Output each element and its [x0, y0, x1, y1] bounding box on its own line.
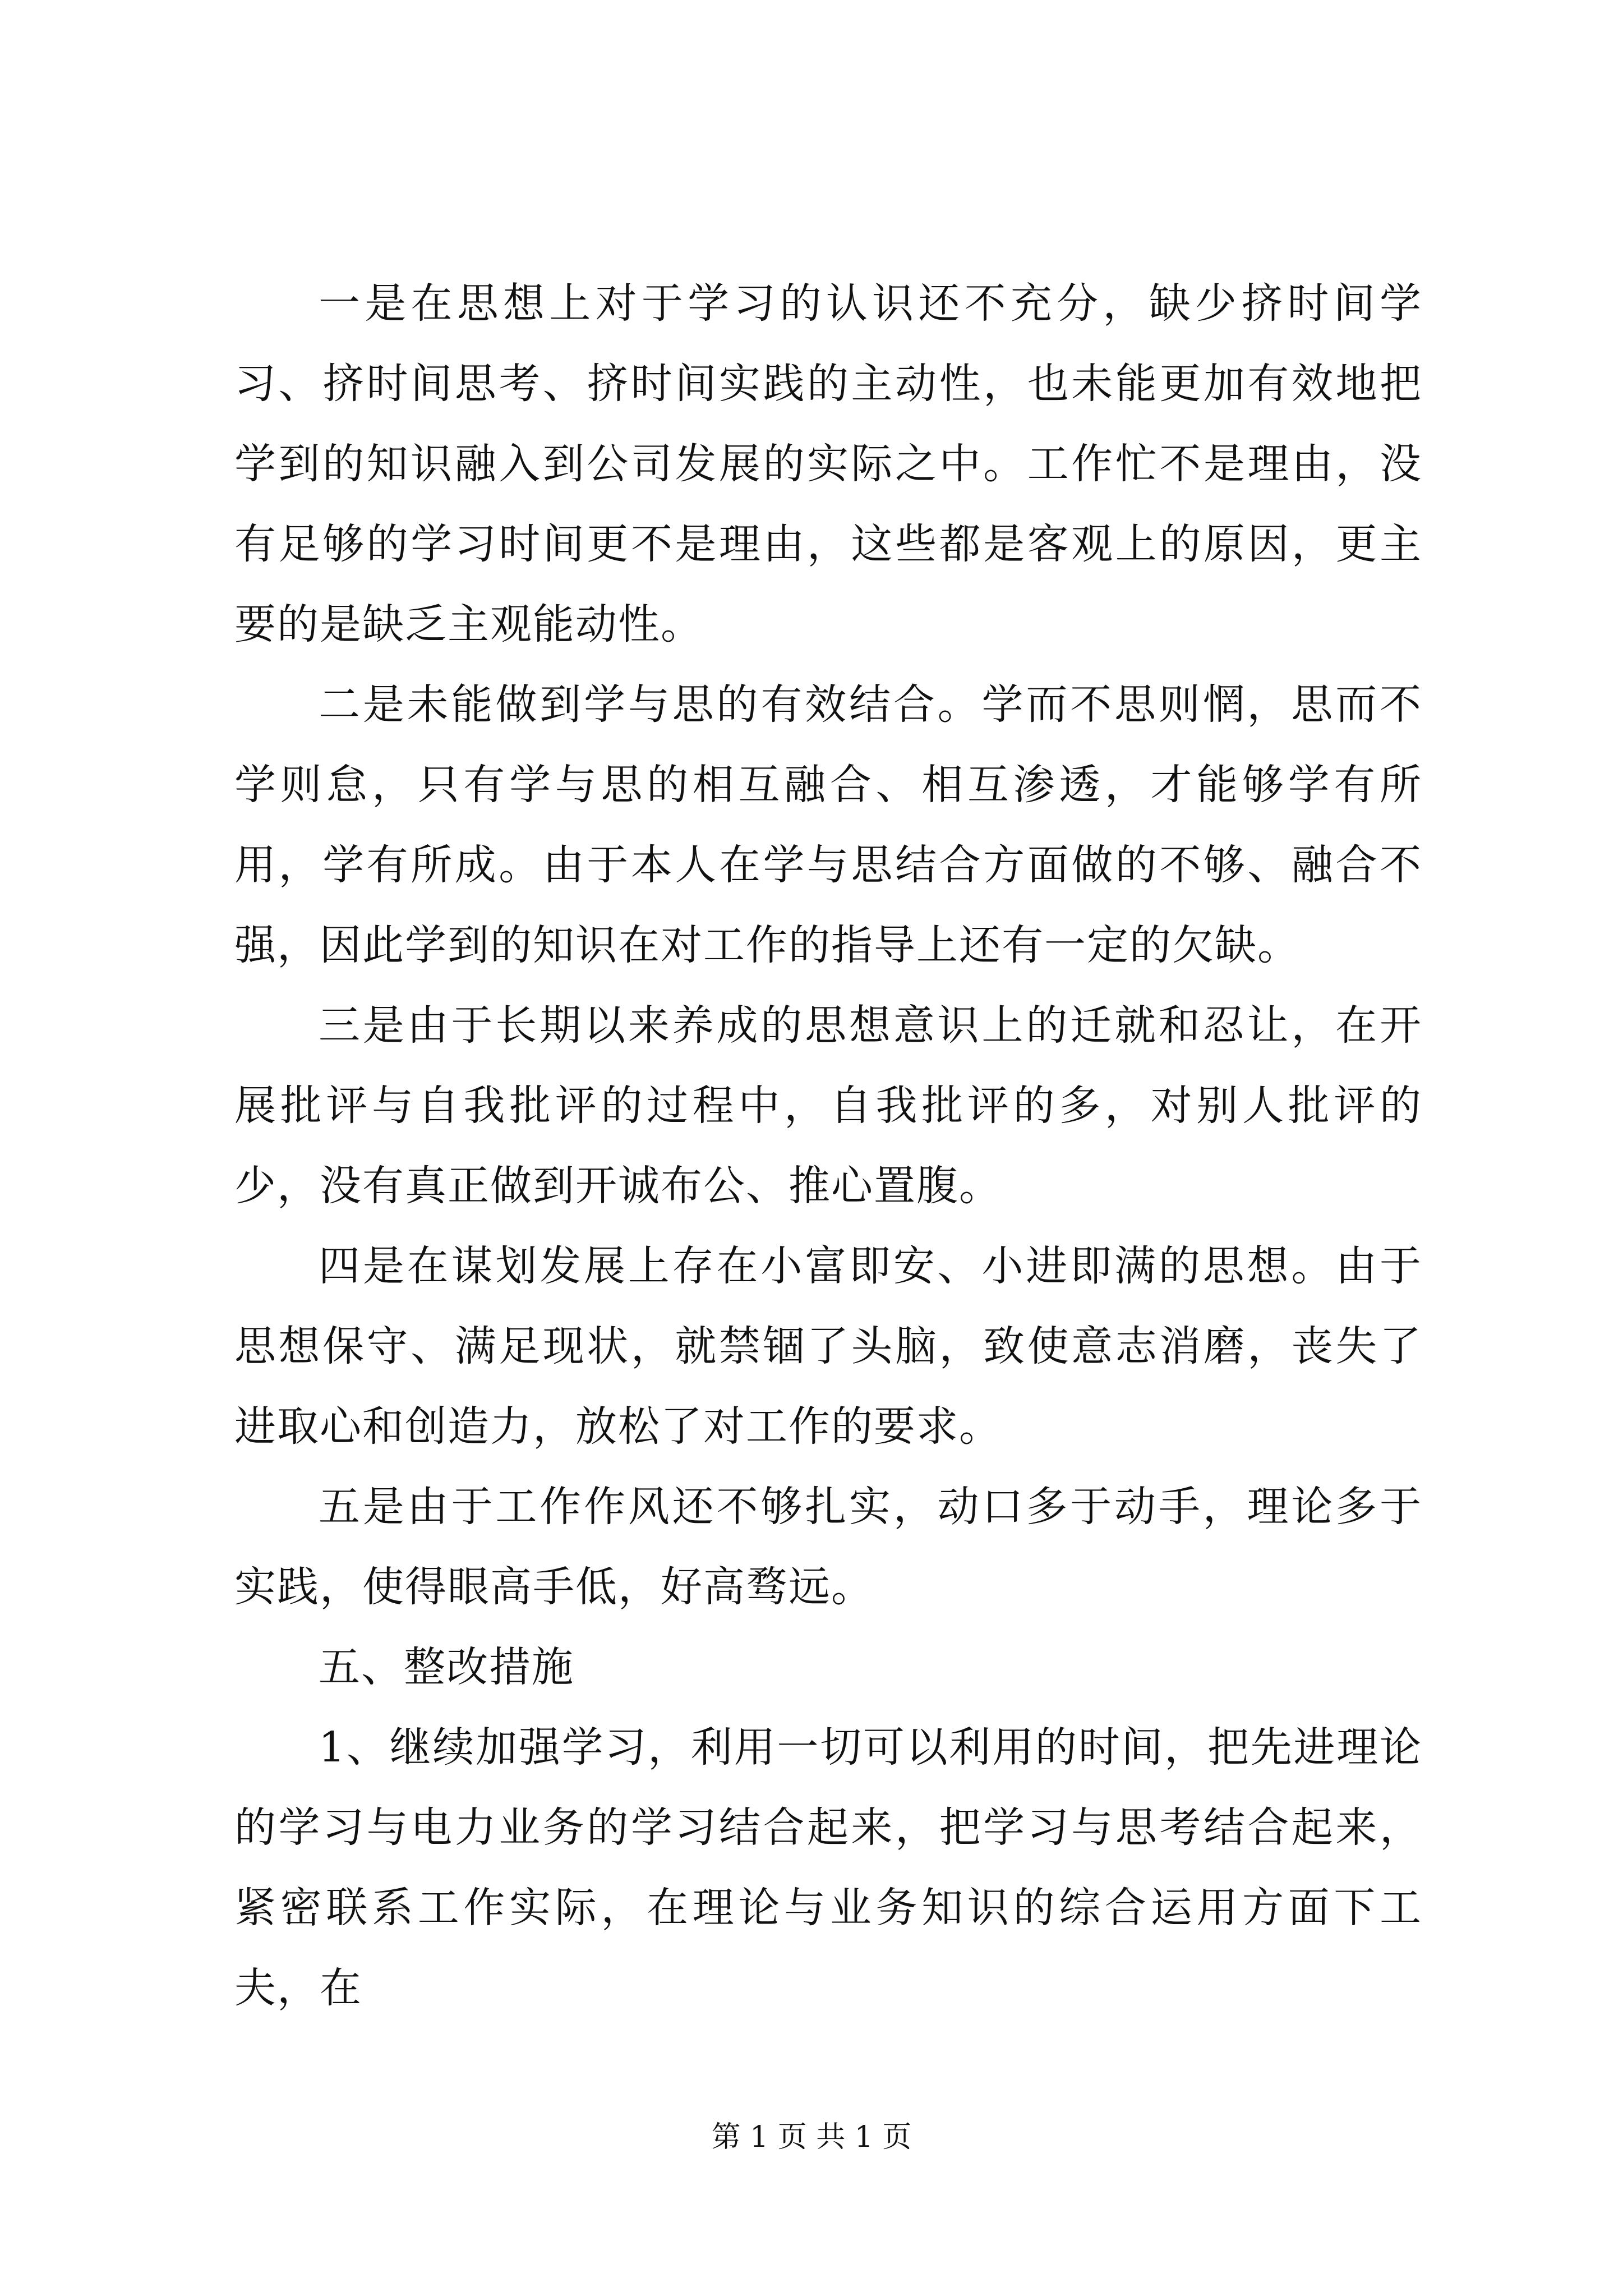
paragraph-4: 四是在谋划发展上存在小富即安、小进即满的思想。由于思想保守、满足现状，就禁锢了头脑，致使意志消磨，丧失了进取心和创造力，放松了对工作的要求。 [234, 1242, 1422, 1451]
paragraph-1: 一是在思想上对于学习的认识还不充分，缺少挤时间学习、挤时间思考、挤时间实践的主动性，也未能更加有效地把学到的知识融入到公司发展的实际之中。工作忙不是理由，没有足够的学习时间更不是理由，这些都是客观上的原因，更主要的是缺乏主观能动性。 [234, 279, 1422, 648]
paragraph-6: 1、继续加强学习，利用一切可以利用的时间，把先进理论的学习与电力业务的学习结合起来，把学习与思考结合起来，紧密联系工作实际，在理论与业务知识的综合运用方面下工夫，在 [234, 1723, 1422, 2012]
paragraph-2: 二是未能做到学与思的有效结合。学而不思则惘，思而不学则怠，只有学与思的相互融合、相互渗透，才能够学有所用，学有所成。由于本人在学与思结合方面做的不够、融合不强，因此学到的知识在对工作的指导上还有一定的欠缺。 [234, 680, 1422, 969]
section-heading: 五、整改措施 [319, 1643, 574, 1691]
paragraph-5: 五是由于工作作风还不够扎实，动口多于动手，理论多于实践，使得眼高手低，好高骛远。 [234, 1483, 1422, 1611]
paragraph-3: 三是由于长期以来养成的思想意识上的迁就和忍让，在开展批评与自我批评的过程中，自我批评的多，对别人批评的少，没有真正做到开诚布公、推心置腹。 [234, 1001, 1422, 1210]
document-body [234, 264, 1422, 2028]
page-footer: 第 1 页 共 1 页 [711, 2120, 912, 2154]
